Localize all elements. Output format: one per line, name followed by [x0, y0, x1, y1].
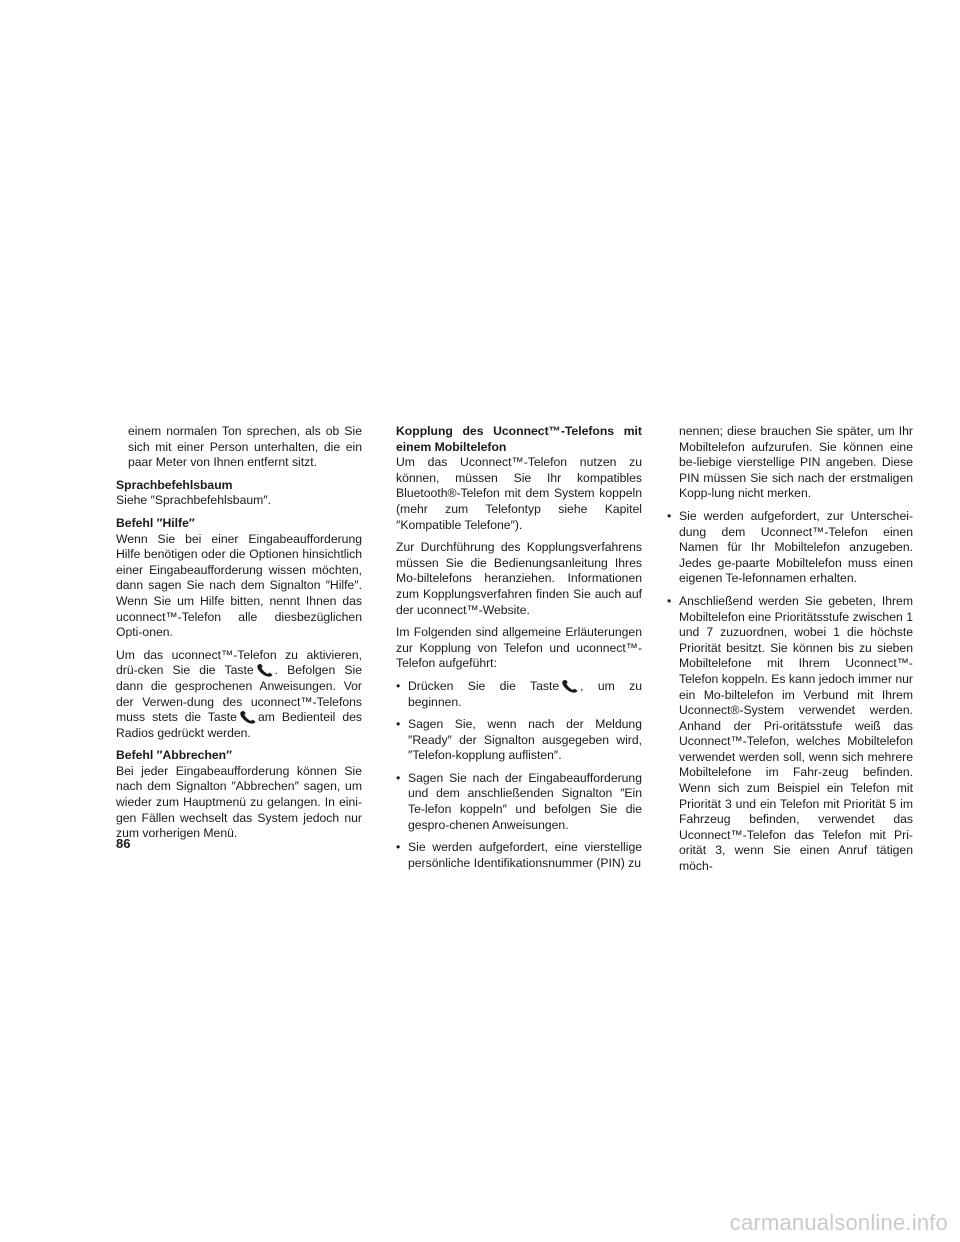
- bullet-marker: •: [396, 678, 401, 693]
- phone-handset-icon: [239, 711, 256, 724]
- phone-handset-icon: [256, 664, 273, 677]
- text-help-command: Wenn Sie bei einer Eingabeaufforderung Hilfe benötigen oder die Optionen hinsichtlich einer Eingabeaufforderung wissen möchten, dann sagen Sie nach dem Signalton ″Hilfe″. Wenn Sie um Hilfe bitten, nennt Ihnen das uconnect™-Telefon alle diesbezüglichen Opti-onen.: [116, 531, 362, 640]
- paragraph-bullet-continued: nennen; diese brauchen Sie später, um Ihr Mobiltelefon aufzurufen. Sie können eine be-liebige vierstellige PIN angeben. Diese PIN müssen Sie sich nach der erstmaligen Kopp-lung nicht merken.: [679, 424, 913, 501]
- text-bullet-priority: Anschließend werden Sie gebeten, Ihrem Mobiltelefon eine Prioritätsstufe zwischen 1 und 7 zuzuordnen, wobei 1 die höchste Priorität besitzt. Sie können bis zu sieben Mobiltelefone mit Ihrem Uconnect™-Telefon koppeln. Es kann jedoch immer nur ein Mo-biltelefon im Verbund mit Ihrem Uconnect®-System verwendet werden. Anhand der Pri-oritätsstufe weiß das Uconnect™-Telefon, welches Mobiltelefon verwendet werden soll, wenn sich mehrere Mobiltelefone im Fahr-zeug befinden. Wenn sich zum Beispiel ein Telefon mit Priorität 3 und ein Telefon mit Priorität 5 im Fahrzeug befinden, verwendet das Uconnect™-Telefon das Telefon mit Pri-orität 3, wenn Sie einen Anruf tätigen möch-: [679, 593, 913, 874]
- list-item: [667, 509, 913, 587]
- paragraph-pairing-2: Zur Durchführung des Kopplungsverfahrens müssen Sie die Bedienungsanleitung Ihres Mo-biltelefons heranziehen. Informationen zum Kopplungsverfahren finden Sie auch auf der uconnect™-Website.: [396, 540, 642, 617]
- bullet-marker: •: [667, 508, 672, 523]
- text-bullet-4: Sie werden aufgefordert, eine vierstellige persönliche Identifikationsnummer (PIN) zu: [408, 840, 642, 870]
- list-item: [396, 717, 642, 764]
- text-cancel-command: Bei jeder Eingabeaufforderung können Sie nach dem Signalton ″Abbrechen″ sagen, um wieder zum Hauptmenü zu gelangen. In eini-gen Fällen wechselt das System jedoch nur zum vorherigen Menü.: [116, 763, 362, 841]
- text-activate-a: Um das uconnect™-Telefon zu aktivieren, drü-cken Sie die Taste: [116, 647, 362, 678]
- heading-help-command: Befehl ″Hilfe″: [116, 515, 195, 530]
- paragraph-activate-phone: [116, 648, 362, 742]
- text-bullet-3: Sagen Sie nach der Eingabeaufforderung und dem anschließenden Signalton ″Ein Te-lefon koppeln″ und befolgen Sie die gespro-chenen Anweisungen.: [408, 770, 642, 832]
- text-bullet-1a: Drücken Sie die Taste: [408, 678, 560, 693]
- column-right: [667, 424, 913, 882]
- column-left: [116, 424, 362, 849]
- section-cancel-command: [116, 748, 362, 842]
- paragraph-intro-continued: einem normalen Ton sprechen, als ob Sie sich mit einer Person unterhalten, die ein paar Meter von Ihnen entfernt sitzt.: [128, 424, 362, 470]
- text-activate-b: . Befolgen Sie dann die gesprochenen Anweisungen. Vor der Verwen-dung des uconnect™-Telefons muss stets die Taste: [116, 663, 362, 725]
- section-help-command: [116, 516, 362, 641]
- bullet-marker: •: [396, 770, 401, 785]
- page-number: 86: [116, 836, 131, 851]
- bullet-marker: •: [396, 840, 401, 855]
- list-item: [396, 840, 642, 871]
- list-item: [396, 771, 642, 833]
- column-middle: [396, 424, 642, 878]
- bullet-marker: •: [667, 593, 672, 608]
- list-item: [667, 594, 913, 875]
- bullet-marker: •: [396, 717, 401, 732]
- text-bullet-1b: , um zu beginnen.: [408, 678, 642, 709]
- heading-voice-command-tree: Sprachbefehlsbaum: [116, 477, 233, 492]
- section-voice-command-tree: [116, 478, 362, 509]
- text-bullet-2: Sagen Sie, wenn nach der Meldung ″Ready″ der Signalton ausgegeben wird, ″Telefon-kopplung auflisten″.: [408, 717, 642, 763]
- heading-cancel-command: Befehl ″Abbrechen″: [116, 748, 232, 763]
- paragraph-pairing-1: Um das Uconnect™-Telefon nutzen zu können, müssen Sie Ihr kompatibles Bluetooth®-Telefon mit dem System koppeln (mehr zum Telefontyp siehe Kapitel ″Kompatible Telefone″).: [396, 455, 642, 532]
- text-bullet-name: Sie werden aufgefordert, zur Unterschei-dung dem Uconnect™-Telefon einen Namen für Ihr Mobiltelefon anzugeben. Jedes ge-paarte Mobiltelefon muss einen eigenen Te-lefonnamen erhalten.: [679, 508, 913, 586]
- phone-handset-icon: [561, 680, 578, 693]
- list-item: [396, 679, 642, 710]
- paragraph-pairing-3: Im Folgenden sind allgemeine Erläuterungen zur Kopplung von Telefon und uconnect™-Telefon aufgeführt:: [396, 625, 642, 671]
- text-activate-c: am Bedienteil des Radios gedrückt werden.: [116, 710, 363, 740]
- heading-pairing: Kopplung des Uconnect™-Telefons mit einem Mobiltelefon: [396, 424, 642, 454]
- text-voice-command-tree: Siehe ″Sprachbefehlsbaum″.: [116, 493, 271, 508]
- watermark: carmanualsonline.info: [729, 1210, 948, 1235]
